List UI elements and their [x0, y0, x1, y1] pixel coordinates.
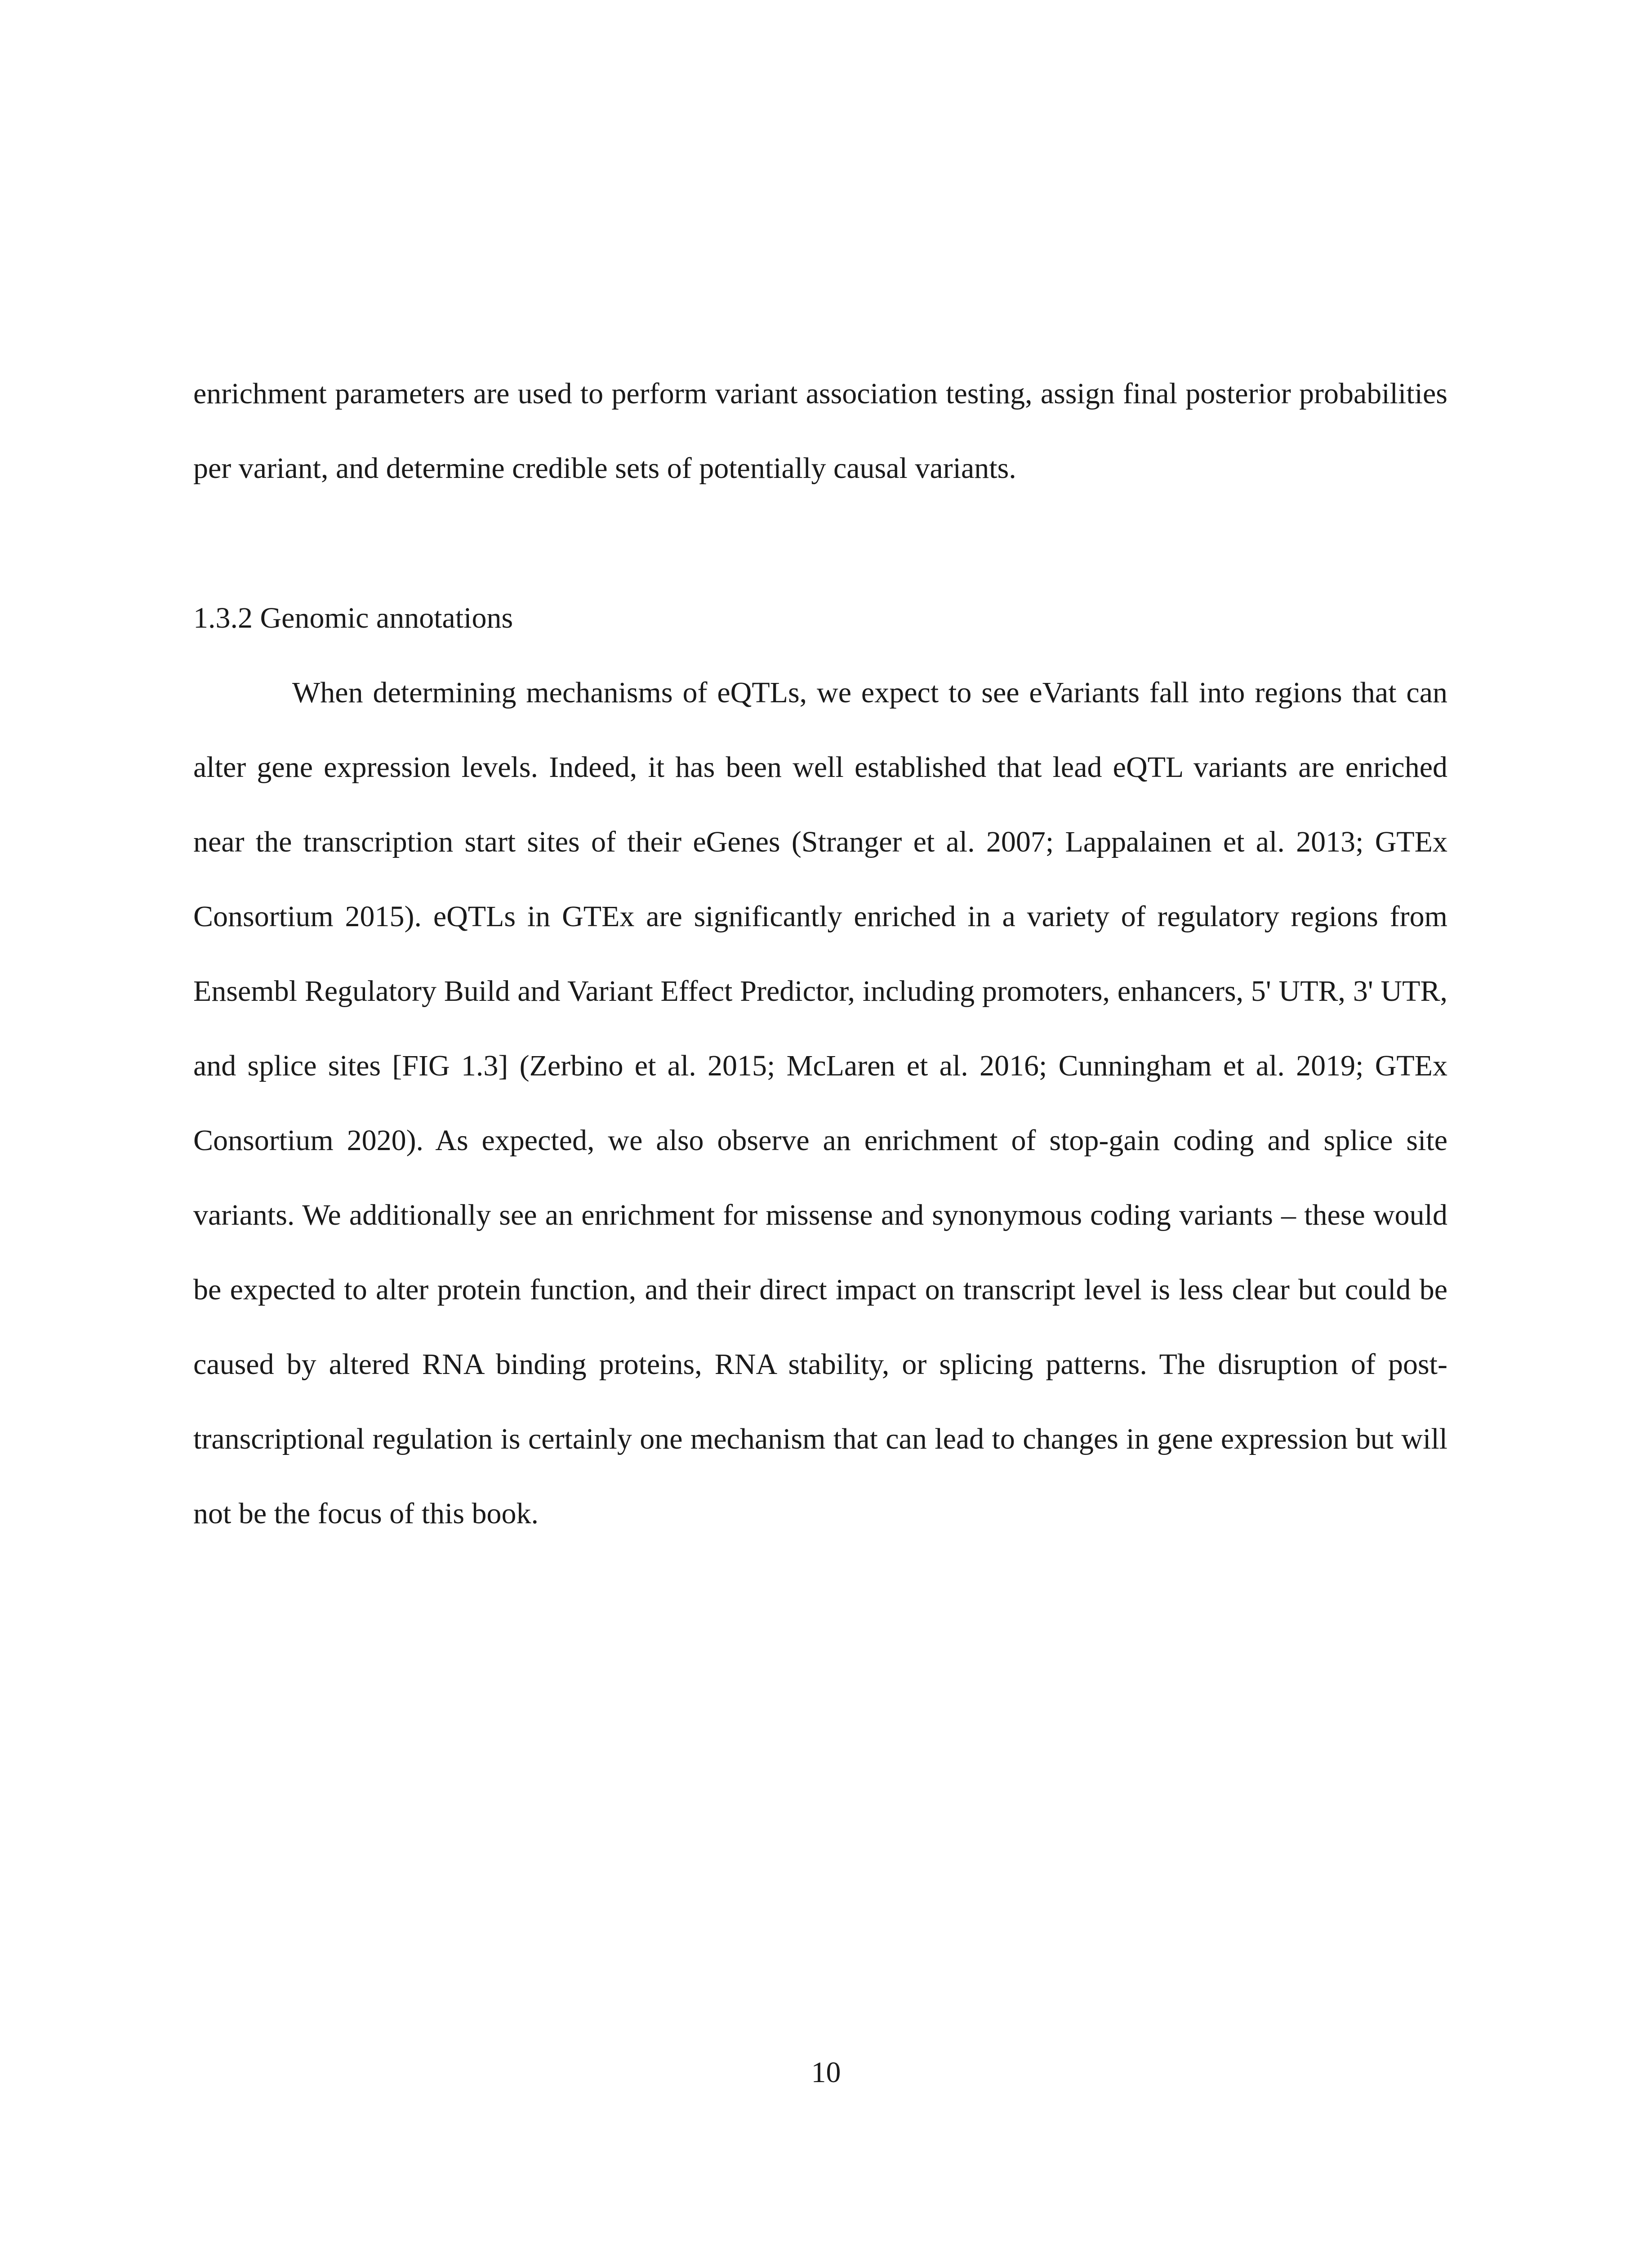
- body-paragraph: When determining mechanisms of eQTLs, we expect to see eVariants fall into regions that can alter gene expression levels. Indeed, it has been well established that lead eQTL variants are enriched near the transcription start sites of their eGenes (Stranger et al. 2007; Lappalainen et al. 2013; GTEx Consortium 2015). eQTLs in GTEx are significantly enriched in a variety of regulatory regions from Ensembl Regulatory Build and Variant Effect Predictor, including promoters, enhancers, 5' UTR, 3' UTR, and splice sites [FIG 1.3] (Zerbino et al. 2015; McLaren et al. 2016; Cunningham et al. 2019; GTEx Consortium 2020). As expected, we also observe an enrichment of stop-gain coding and splice site variants. We additionally see an enrichment for missense and synonymous coding variants – these would be expected to alter protein function, and their direct impact on transcript level is less clear but could be caused by altered RNA binding proteins, RNA stability, or splicing patterns. The disruption of post-transcriptional regulation is certainly one mechanism that can lead to changes in gene expression but will not be the focus of this book.: [193, 676, 1447, 1530]
- page-number: 10: [811, 2056, 841, 2089]
- section-heading: 1.3.2 Genomic annotations: [193, 602, 513, 634]
- continued-paragraph: enrichment parameters are used to perform variant association testing, assign final posterior probabilities per variant, and determine credible sets of potentially causal variants.: [193, 377, 1447, 485]
